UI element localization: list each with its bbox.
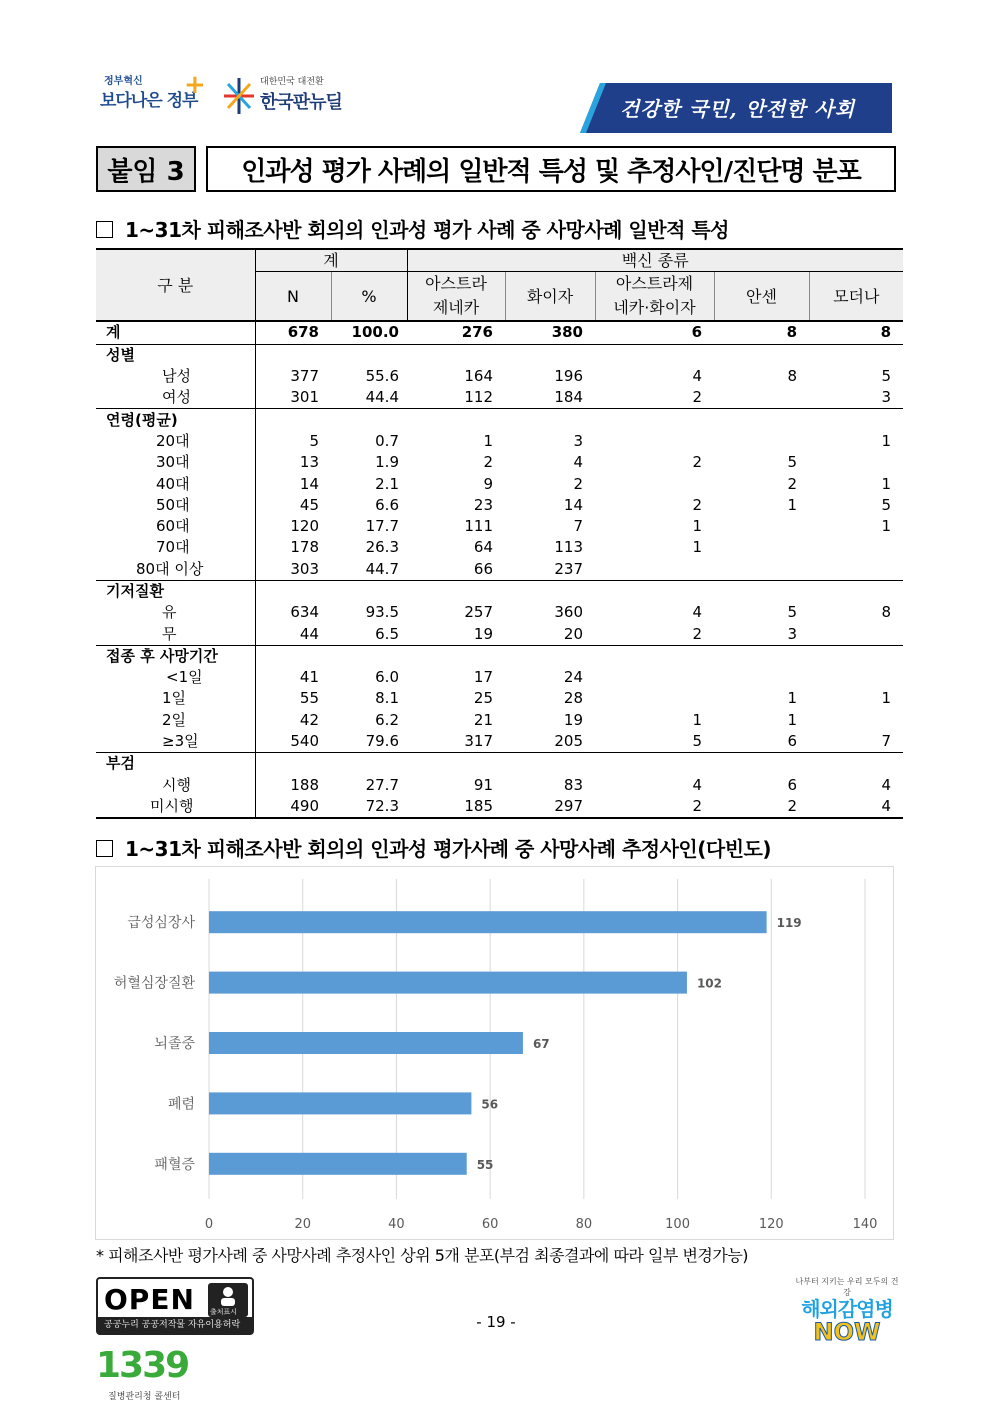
table-row: [96, 452, 903, 473]
header-n: N: [255, 272, 331, 322]
kogl-strip-text: 공공누리 공공저작물 자유이용허락: [98, 1317, 252, 1333]
cell-n: 41: [255, 667, 331, 688]
data-label: 102: [696, 976, 723, 991]
death-case-characteristics-table: [96, 248, 903, 819]
data-label: 55: [476, 1157, 494, 1172]
row-label: 성별: [96, 344, 255, 366]
cell-az: 112: [464, 388, 493, 407]
table-row: [96, 710, 903, 731]
row-label: 유: [162, 603, 177, 622]
x-tick-label: 120: [758, 1217, 784, 1232]
x-tick-label: 20: [294, 1217, 311, 1232]
cell-az: 17: [473, 668, 493, 687]
cell-azpf: [595, 409, 714, 431]
cell-pct: 93.5: [365, 603, 399, 622]
cell-md: [809, 753, 903, 775]
row-label: <1일: [166, 668, 203, 687]
category-label: 패혈증: [154, 1156, 195, 1173]
cell-pct: [331, 409, 407, 431]
section2-heading: [96, 833, 771, 862]
cell-n: [255, 344, 331, 366]
cell-azpf: 2: [692, 624, 702, 643]
cell-azpf: [595, 473, 714, 494]
cell-jn: 2: [714, 796, 809, 818]
cell-md: 8: [880, 323, 891, 342]
cell-azpf: 4: [692, 603, 702, 622]
cell-az: 276: [461, 323, 493, 342]
cell-n: 13: [255, 452, 331, 473]
row-label: 70대: [156, 538, 190, 557]
cell-az: 257: [464, 603, 493, 622]
cell-pf: 196: [554, 367, 583, 386]
cell-md: 7: [881, 732, 891, 751]
cell-pct: 26.3: [365, 538, 399, 557]
cell-pct: 1.9: [375, 453, 399, 472]
open-word: OPEN: [104, 1283, 195, 1316]
table-row: [96, 775, 903, 796]
cell-jn: [714, 537, 809, 558]
cell-jn: [714, 580, 809, 602]
cell-pf: 297: [505, 796, 595, 818]
table-row: [96, 580, 903, 602]
cell-n: [255, 645, 331, 667]
data-label: 119: [776, 916, 802, 931]
cell-az: [407, 580, 505, 602]
callcenter-number: 1339: [96, 1345, 189, 1386]
cell-az: 23: [473, 495, 493, 514]
cell-az: 164: [464, 367, 493, 386]
checkbox-square-icon: [96, 221, 113, 238]
cell-pf: 4: [573, 453, 583, 472]
cell-pf: 2: [573, 474, 583, 493]
cell-azpf: 5: [692, 732, 702, 751]
table-row: [96, 731, 903, 753]
row-label: 40대: [156, 474, 190, 493]
newdeal-star-icon: [222, 76, 256, 116]
cell-pf: 24: [563, 668, 583, 687]
cell-pct: 6.5: [375, 624, 399, 643]
cell-pf: 184: [554, 388, 583, 407]
category-label: 급성심장사: [127, 915, 195, 932]
x-tick-label: 60: [481, 1217, 499, 1232]
data-label: 56: [481, 1097, 499, 1112]
table-row: [96, 321, 903, 344]
cell-pf: 20: [563, 624, 583, 643]
cell-md: 1: [881, 431, 891, 450]
cell-azpf: 2: [692, 388, 702, 407]
table-row: [96, 645, 903, 667]
cell-jn: 5: [787, 453, 797, 472]
cell-jn: 6: [787, 732, 797, 751]
cell-n: 303: [255, 559, 331, 581]
cell-pf: 237: [554, 559, 583, 578]
korean-new-deal-logo: [222, 72, 362, 118]
cell-azpf: 4: [692, 775, 702, 794]
cell-pf: [505, 645, 595, 667]
cell-azpf: [595, 431, 714, 452]
cell-pct: 79.6: [365, 732, 399, 751]
cell-n: 45: [255, 495, 331, 516]
kdca-callcenter-logo: [96, 1345, 206, 1401]
table-body: [96, 321, 903, 818]
table-row: [96, 344, 903, 366]
cell-jn: 8: [787, 367, 797, 386]
cell-pf: 14: [563, 495, 583, 514]
page-number: - 19 -: [476, 1313, 516, 1331]
cell-n: 377: [255, 366, 331, 387]
row-label: 80대 이상: [136, 559, 204, 578]
cell-az: [407, 753, 505, 775]
table-row: [96, 796, 903, 818]
cell-jn: [714, 387, 809, 409]
category-label: 허혈심장질환: [113, 975, 195, 992]
chart-svg: [96, 867, 893, 1239]
cell-md: [809, 537, 903, 558]
slogan-text: 건강한 국민, 안전한 사회: [620, 97, 856, 121]
cell-pct: 44.4: [365, 388, 399, 407]
x-tick-label: 140: [852, 1217, 878, 1232]
table-row: [96, 473, 903, 494]
cell-md: [809, 645, 903, 667]
cell-az: 111: [464, 517, 493, 536]
cell-jn: 8: [786, 323, 797, 342]
cell-az: 66: [473, 559, 493, 578]
row-label: 50대: [156, 495, 190, 514]
header-pfizer: 화이자: [505, 272, 595, 322]
cell-pf: 19: [563, 710, 583, 729]
page-title: 인과성 평가 사례의 일반적 특성 및 추정사인/진단명 분포: [206, 146, 896, 192]
cell-pf: [505, 409, 595, 431]
travel-logo-text: 해외감염병: [801, 1297, 893, 1321]
cell-n: 188: [255, 775, 331, 796]
cell-azpf: [595, 645, 714, 667]
cell-md: [809, 344, 903, 366]
cell-md: 1: [881, 689, 891, 708]
cause-of-death-chart: [95, 866, 894, 1240]
gov-innovation-logo: [100, 70, 210, 120]
table-row: [96, 495, 903, 516]
row-label: 60대: [156, 517, 190, 536]
cell-md: [809, 452, 903, 473]
row-label: 1일: [162, 689, 187, 708]
cell-pf: 7: [573, 517, 583, 536]
row-label: 부검: [96, 753, 255, 775]
cell-pct: [331, 344, 407, 366]
cell-jn: [714, 753, 809, 775]
cell-azpf: 2: [692, 453, 702, 472]
attribution-label: 출처표시: [210, 1308, 238, 1316]
slogan-banner: [580, 83, 892, 133]
cell-azpf: 2: [595, 796, 714, 818]
checkbox-square-icon: [96, 840, 113, 857]
cell-n: 490: [255, 796, 331, 818]
callcenter-caption: 질병관리청 콜센터: [108, 1392, 181, 1402]
cell-jn: 1: [787, 495, 797, 514]
row-label: 미시행: [96, 796, 255, 818]
plus-icon: +: [184, 70, 206, 100]
row-label: 무: [162, 624, 177, 643]
header-moderna: 모더나: [809, 272, 903, 322]
cell-n: 540: [255, 731, 331, 753]
row-label: 30대: [156, 453, 190, 472]
category-label: 폐렴: [167, 1096, 195, 1113]
cell-az: 9: [483, 474, 493, 493]
cell-jn: [714, 431, 809, 452]
cell-md: 4: [881, 775, 891, 794]
header-vaccine-type: 백신 종류: [407, 249, 903, 272]
cell-n: 5: [255, 431, 331, 452]
cell-n: 55: [255, 688, 331, 709]
table-row: [96, 516, 903, 537]
cell-azpf: 1: [692, 517, 702, 536]
cell-pf: 83: [563, 775, 583, 794]
travel-logo-now: NOW: [813, 1318, 881, 1346]
header-az-pfizer: [595, 272, 714, 322]
cell-md: [809, 409, 903, 431]
gov-logo-text: 보다나은 정부: [100, 91, 198, 111]
attachment-label: 붙임 3: [96, 146, 196, 192]
table-row: [96, 409, 903, 431]
cell-az: 25: [473, 689, 493, 708]
cell-pf: 3: [573, 431, 583, 450]
cell-pf: 360: [554, 603, 583, 622]
section1-heading-text: 1~31차 피해조사반 회의의 인과성 평가 사례 중 사망사례 일반적 특성: [125, 218, 729, 242]
table-row: [96, 366, 903, 387]
row-label: 시행: [162, 775, 191, 794]
cell-jn: 5: [787, 603, 797, 622]
cell-azpf: [595, 344, 714, 366]
cell-md: 1: [881, 517, 891, 536]
cell-n: 634: [255, 602, 331, 623]
cell-azpf: 1: [692, 538, 702, 557]
cell-md: 1: [881, 474, 891, 493]
cell-md: [809, 580, 903, 602]
section2-heading-text: 1~31차 피해조사반 회의의 인과성 평가사례 중 사망사례 추정사인(다빈도): [125, 837, 771, 861]
cell-jn: [714, 667, 809, 688]
cell-md: 8: [881, 603, 891, 622]
cell-jn: 6: [787, 775, 797, 794]
cell-az: 185: [407, 796, 505, 818]
cell-n: 301: [255, 387, 331, 409]
cell-pf: [505, 580, 595, 602]
header-pct: %: [331, 272, 407, 322]
table-row: [96, 431, 903, 452]
cell-pct: 8.1: [375, 689, 399, 708]
table-row: [96, 602, 903, 623]
cell-azpf: [595, 559, 714, 581]
bar: [209, 972, 687, 994]
section1-heading: [96, 214, 729, 243]
newdeal-text: 한국판뉴딜: [260, 92, 342, 113]
chart-footnote: * 피해조사반 평가사례 중 사망사례 추정사인 상위 5개 분포(부검 최종결과에 따라 일부 변경가능): [96, 1246, 749, 1265]
cell-jn: [714, 516, 809, 537]
cell-md: 5: [881, 367, 891, 386]
cell-azpf: [595, 688, 714, 709]
cell-pct: 55.6: [365, 367, 399, 386]
cell-azpf: 4: [692, 367, 702, 386]
row-label: 연령(평균): [96, 409, 255, 431]
cell-n: [255, 753, 331, 775]
x-tick-label: 100: [665, 1217, 690, 1232]
table-row: [96, 753, 903, 775]
cell-md: 3: [881, 388, 891, 407]
cell-jn: [714, 344, 809, 366]
cell-md: 4: [809, 796, 903, 818]
cell-pct: 6.0: [375, 668, 399, 687]
cell-md: [809, 623, 903, 645]
newdeal-small-text: 대한민국 대전환: [260, 77, 324, 87]
header-astrazeneca-line1: 아스트라: [425, 274, 487, 294]
cell-pct: 100.0: [351, 323, 399, 342]
cell-az: 21: [473, 710, 493, 729]
cell-jn: [714, 559, 809, 581]
cell-n: [255, 580, 331, 602]
header-az-pfizer-line1: 아스트라제: [615, 274, 694, 294]
cell-az: 19: [473, 624, 493, 643]
table-row: [96, 688, 903, 709]
cell-az: [407, 409, 505, 431]
header-total: 계: [255, 249, 407, 272]
cell-pct: 0.7: [375, 431, 399, 450]
cell-md: [809, 667, 903, 688]
cell-az: 91: [473, 775, 493, 794]
cell-pct: 27.7: [365, 775, 399, 794]
cell-jn: [714, 409, 809, 431]
row-label: ≥3일: [162, 732, 199, 751]
x-tick-label: 80: [575, 1217, 593, 1232]
data-label: 67: [532, 1037, 550, 1051]
row-label: 여성: [162, 388, 191, 407]
cell-azpf: [595, 667, 714, 688]
table-row: [96, 559, 903, 581]
cell-pf: 28: [563, 689, 583, 708]
header-astrazeneca-line2: 제네카: [432, 298, 480, 318]
cell-n: 678: [255, 321, 331, 344]
overseas-infection-now-logo: [795, 1276, 899, 1346]
header-janssen: 안센: [714, 272, 809, 322]
cell-md: [809, 559, 903, 581]
cell-pct: 6.2: [375, 710, 399, 729]
cell-jn: [714, 645, 809, 667]
row-label: 20대: [156, 431, 190, 450]
row-label: 접종 후 사망기간: [96, 645, 255, 667]
attribution-icon: [208, 1283, 248, 1317]
cell-pct: 17.7: [365, 517, 399, 536]
kogl-open-badge: [96, 1277, 254, 1335]
cell-pct: 6.6: [375, 495, 399, 514]
cell-azpf: [595, 753, 714, 775]
cell-n: 120: [255, 516, 331, 537]
cell-n: 44: [255, 623, 331, 645]
table-row: [96, 623, 903, 645]
cell-az: 64: [473, 538, 493, 557]
cell-az: [407, 344, 505, 366]
cell-azpf: [595, 580, 714, 602]
cell-n: 178: [255, 537, 331, 558]
cell-md: [809, 710, 903, 731]
header-category: 구 분: [96, 249, 255, 321]
cell-pct: 2.1: [375, 474, 399, 493]
cell-n: 42: [255, 710, 331, 731]
x-tick-label: 40: [388, 1217, 405, 1232]
cell-pct: [331, 645, 407, 667]
cell-azpf: 6: [691, 323, 702, 342]
cell-jn: 2: [787, 474, 797, 493]
cell-pf: [505, 753, 595, 775]
cell-az: [407, 645, 505, 667]
category-label: 뇌졸중: [154, 1036, 195, 1052]
cell-pct: 44.7: [365, 559, 399, 578]
cell-pct: 72.3: [331, 796, 407, 818]
table-row: [96, 667, 903, 688]
bar: [209, 1032, 523, 1054]
row-label: 기저질환: [96, 580, 255, 602]
cell-azpf: 2: [692, 495, 702, 514]
header-astrazeneca: [407, 272, 505, 322]
cell-pf: 380: [551, 323, 583, 342]
gov-logo-small-text: 정부혁신: [104, 76, 143, 87]
cell-jn: 1: [787, 689, 797, 708]
cell-pf: 113: [554, 538, 583, 557]
row-label: 남성: [162, 367, 191, 386]
travel-logo-small-text: 나부터 지키는 우리 모두의 건강: [795, 1277, 899, 1297]
cell-pf: 205: [554, 732, 583, 751]
cell-pct: [331, 580, 407, 602]
cell-azpf: 1: [692, 710, 702, 729]
row-label: 계: [106, 323, 121, 342]
cell-az: 317: [464, 732, 493, 751]
bar: [209, 1092, 471, 1114]
cell-pct: [331, 753, 407, 775]
cell-md: 5: [881, 495, 891, 514]
x-tick-label: 0: [204, 1217, 214, 1232]
header-az-pfizer-line2: 네카·화이자: [613, 298, 696, 318]
cell-pf: [505, 344, 595, 366]
cell-az: 1: [483, 431, 493, 450]
cell-n: 14: [255, 473, 331, 494]
cell-jn: 3: [787, 624, 797, 643]
row-label: 2일: [162, 710, 187, 729]
bar: [209, 1153, 467, 1175]
table-row: [96, 537, 903, 558]
cell-az: 2: [483, 453, 493, 472]
cell-jn: 1: [787, 710, 797, 729]
table-row: [96, 387, 903, 409]
bar: [209, 911, 767, 933]
cell-n: [255, 409, 331, 431]
